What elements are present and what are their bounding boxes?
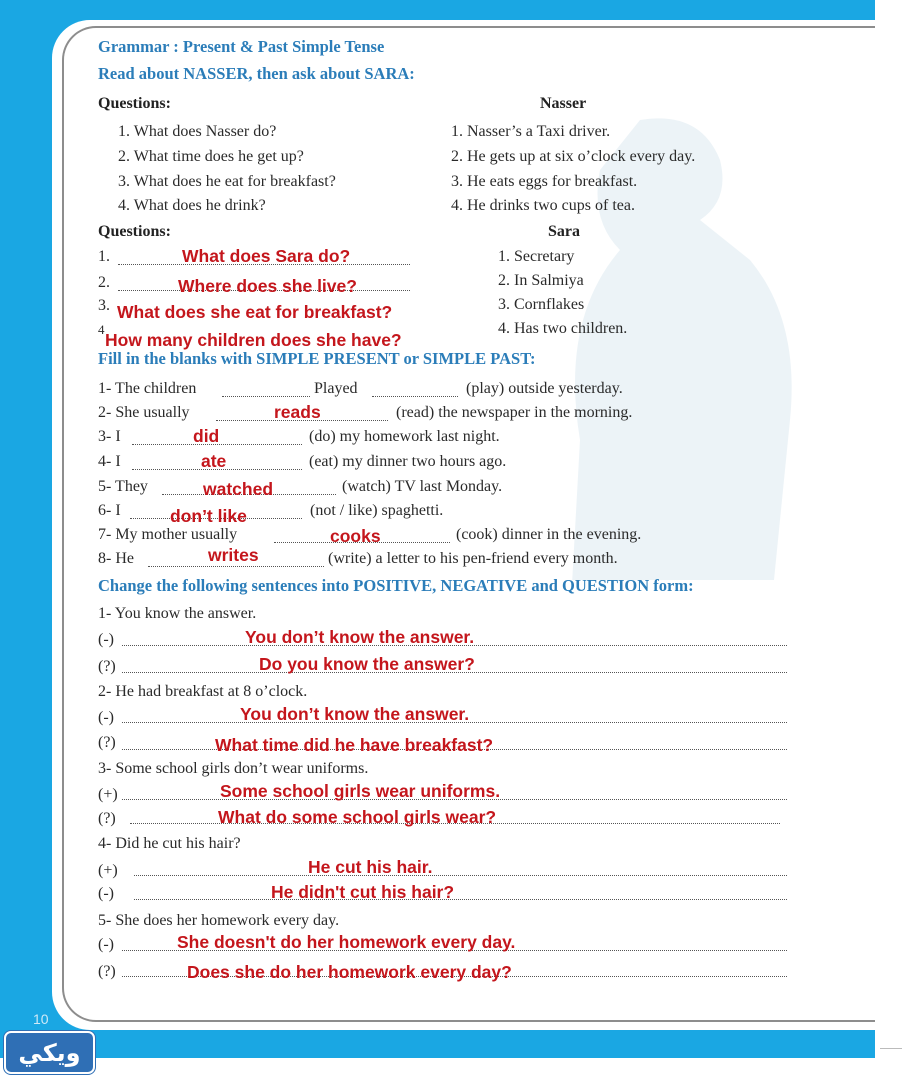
form-answer: What time did he have breakfast? (215, 735, 494, 755)
nasser-label: Nasser (540, 95, 587, 112)
fill-answer: did (193, 426, 220, 446)
form-sign: (-) (98, 885, 114, 902)
blank-line (148, 566, 324, 567)
fill-item-text: (cook) dinner in the evening. (456, 526, 642, 543)
answer-line (134, 899, 787, 900)
fill-answer: reads (274, 402, 321, 422)
form-sign: (+) (98, 862, 118, 879)
form-sign: (?) (98, 734, 116, 751)
fill-answer: watched (203, 479, 274, 499)
sentence: 5- She does her homework every day. (98, 912, 340, 929)
fill-item-text: 3- I (98, 428, 121, 445)
form-answer: He didn't cut his hair? (271, 882, 455, 902)
sentence: 2- He had breakfast at 8 o’clock. (98, 683, 308, 700)
form-answer: Does she do her homework every day? (187, 962, 512, 982)
form-answer: She doesn't do her homework every day. (177, 932, 516, 952)
answer-line (134, 875, 787, 876)
sara-number: 3. (98, 297, 110, 314)
form-answer: Some school girls wear uniforms. (220, 781, 501, 801)
fill-item-text: 5- They (98, 478, 148, 495)
form-sign: (?) (98, 963, 116, 980)
sentence: 4- Did he cut his hair? (98, 835, 241, 852)
sara-answer: 2. In Salmiya (498, 272, 584, 289)
sara-number: 1. (98, 248, 110, 265)
change-title: Change the following sentences into POSITIVE, NEGATIVE and QUESTION form: (98, 576, 694, 595)
nasser-question: 2. What time does he get up? (118, 148, 304, 165)
fill-item-text: (watch) TV last Monday. (342, 478, 503, 495)
nasser-question: 1. What does Nasser do? (118, 123, 277, 140)
sentence: 3- Some school girls don’t wear uniforms. (98, 760, 369, 777)
fill-item-text: 1- The children (98, 380, 197, 397)
form-sign: (?) (98, 810, 116, 827)
site-logo[interactable]: ويكي (4, 1031, 95, 1074)
fill-answer: ate (201, 451, 227, 471)
fill-answer: Played (314, 380, 358, 397)
sara-answer: 4. Has two children. (498, 320, 628, 337)
fill-item-text: (play) outside yesterday. (466, 380, 623, 397)
sara-answer: 3. Cornflakes (498, 296, 585, 313)
questions-label: Questions: (98, 95, 171, 112)
questions-label: Questions: (98, 223, 171, 240)
fill-item-text: 8- He (98, 550, 134, 567)
handwritten-question: What does she eat for breakfast? (117, 302, 393, 322)
right-margin (875, 0, 902, 1080)
fill-item-text: 6- I (98, 502, 121, 519)
form-sign: (-) (98, 936, 114, 953)
fill-item-text: (read) the newspaper in the morning. (396, 404, 633, 421)
nasser-answer: 3. He eats eggs for breakfast. (451, 173, 638, 190)
fill-item-text: (write) a letter to his pen-friend every month. (328, 550, 618, 567)
nasser-question: 3. What does he eat for breakfast? (118, 173, 336, 190)
nasser-answer: 1. Nasser’s a Taxi driver. (451, 123, 611, 140)
fill-answer: don’t like (170, 506, 247, 526)
handwritten-question: How many children does she have? (105, 330, 402, 350)
fill-item-text: 4- I (98, 453, 121, 470)
sara-number: 2. (98, 274, 110, 291)
blank-line (372, 396, 458, 397)
fill-answer: writes (208, 545, 259, 565)
divider (880, 1048, 902, 1049)
form-sign: (+) (98, 786, 118, 803)
form-answer: He cut his hair. (308, 857, 433, 877)
handwritten-question: Where does she live? (178, 276, 357, 296)
nasser-answer: 2. He gets up at six o’clock every day. (451, 148, 696, 165)
fill-title: Fill in the blanks with SIMPLE PRESENT or SIMPLE PAST: (98, 349, 536, 368)
sara-label: Sara (548, 223, 580, 240)
sara-number: 4 (98, 322, 105, 337)
fill-item-text: 2- She usually (98, 404, 190, 421)
page-number: 10 (33, 1011, 49, 1027)
form-answer: You don’t know the answer. (240, 704, 470, 724)
fill-item-text: (eat) my dinner two hours ago. (309, 453, 507, 470)
nasser-answer: 4. He drinks two cups of tea. (451, 197, 635, 214)
form-sign: (-) (98, 709, 114, 726)
form-sign: (?) (98, 658, 116, 675)
handwritten-question: What does Sara do? (182, 246, 351, 266)
fill-item-text: 7- My mother usually (98, 526, 238, 543)
form-answer: You don’t know the answer. (245, 627, 475, 647)
form-sign: (-) (98, 631, 114, 648)
grammar-subtitle: Read about NASSER, then ask about SARA: (98, 64, 415, 83)
fill-item-text: (do) my homework last night. (309, 428, 500, 445)
grammar-title: Grammar : Present & Past Simple Tense (98, 37, 385, 56)
sentence: 1- You know the answer. (98, 605, 257, 622)
nasser-question: 4. What does he drink? (118, 197, 266, 214)
blank-line (222, 396, 310, 397)
form-answer: What do some school girls wear? (218, 807, 497, 827)
sara-answer: 1. Secretary (498, 248, 575, 265)
form-answer: Do you know the answer? (259, 654, 475, 674)
fill-item-text: (not / like) spaghetti. (310, 502, 444, 519)
fill-answer: cooks (330, 526, 381, 546)
